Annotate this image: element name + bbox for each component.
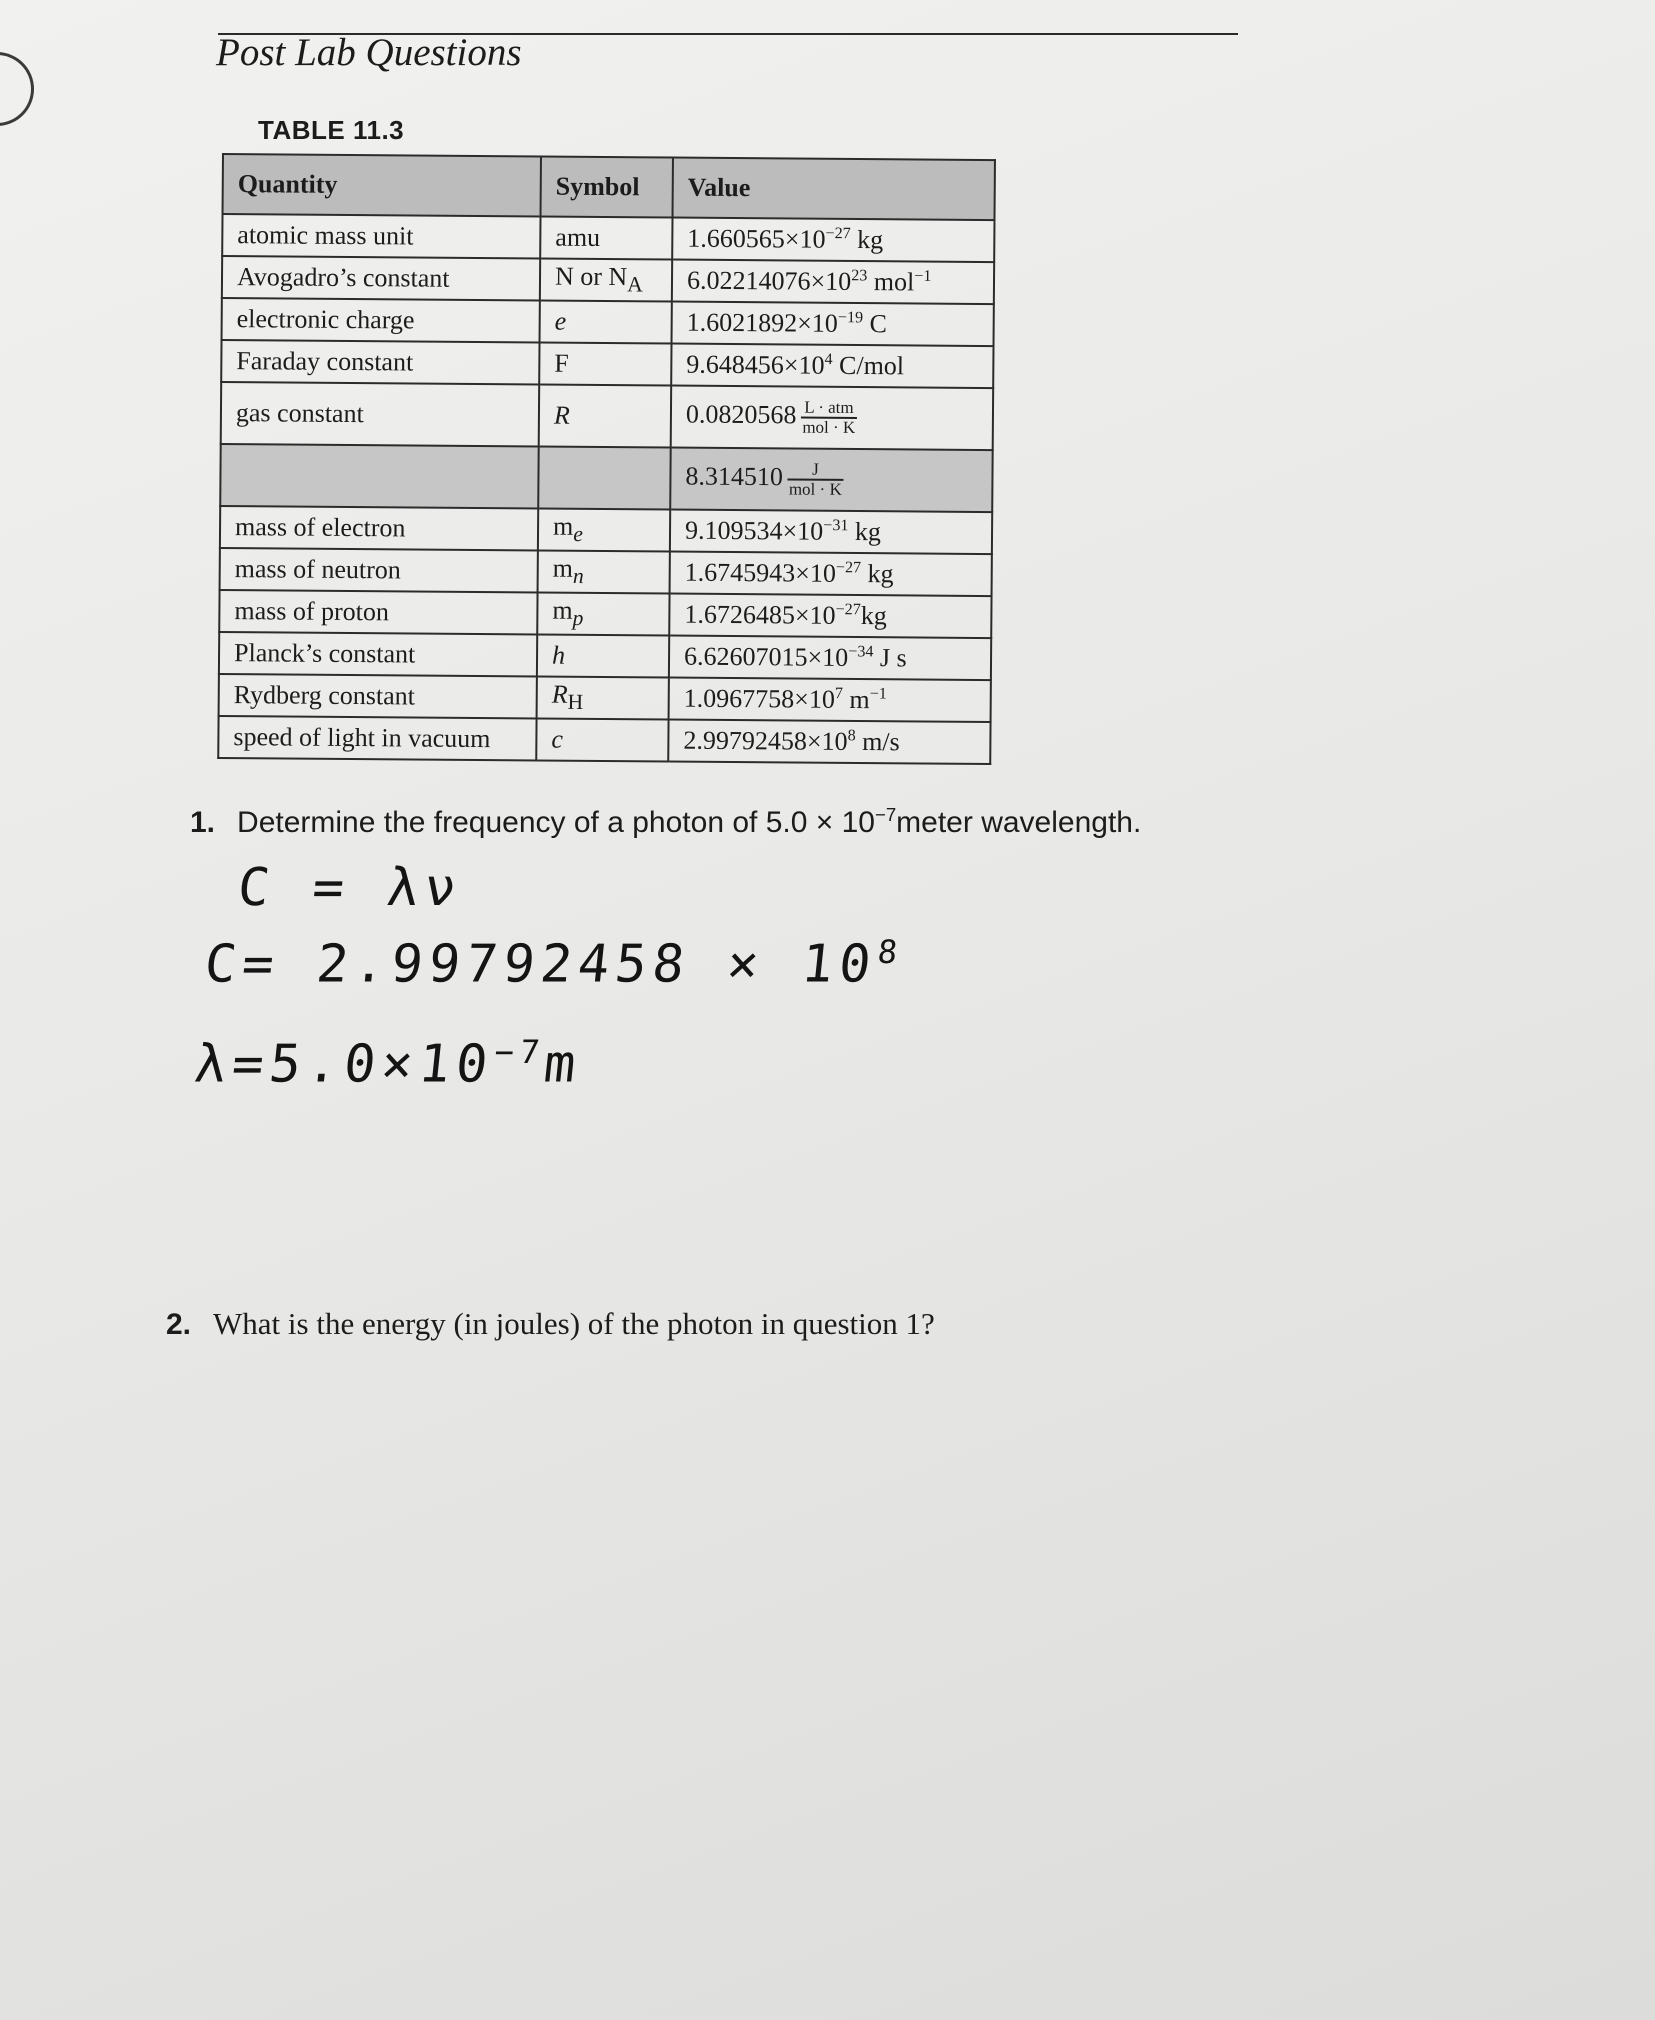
table-row [219,632,991,680]
cell-value [669,636,991,681]
cell-value [669,594,991,639]
question-1 [190,804,1141,840]
symbol-text: N or N [554,262,628,292]
value-exponent: −19 [837,309,864,327]
value-mantissa: 1.6021892×10 [686,307,838,338]
handwriting-line-2 [202,933,905,994]
table-row [222,256,994,304]
symbol-text: c [551,724,564,754]
cell-value [669,678,991,723]
cell-quantity: electronic charge [222,298,540,342]
cell-symbol [538,446,670,509]
symbol-text: R [551,680,568,710]
binder-hole-arc [0,52,34,126]
table-row [220,506,992,554]
symbol-text: m [552,512,574,542]
table-row [218,716,990,764]
cell-quantity: mass of neutron [220,548,538,592]
table-row [222,298,994,346]
cell-quantity: Rydberg constant [219,674,537,718]
cell-value [670,510,992,555]
unit-exponent: −1 [869,685,887,703]
cell-quantity: mass of proton [219,590,537,634]
value-unit: J s [873,643,907,673]
symbol-text: m [552,596,573,626]
value-unit: kg [848,516,882,547]
question-2 [166,1306,935,1342]
value-unit: mol [867,267,915,297]
value-mantissa: 6.02214076×10 [686,265,852,296]
handwriting-text: λ=5.0×10 [191,1034,497,1095]
header-symbol: Symbol [541,157,673,218]
table-row [221,340,993,388]
value-unit: kg [850,224,884,255]
cell-value [672,260,994,305]
symbol-subscript: n [572,564,584,589]
cell-quantity: atomic mass unit [222,214,540,258]
cell-quantity: Avogadro’s constant [222,256,540,300]
value-unit: kg [860,559,894,589]
symbol-subscript: H [567,690,584,715]
cell-value [672,218,994,263]
cell-value [672,302,994,347]
cell-quantity: gas constant [221,382,539,446]
table-row [219,590,991,638]
cell-symbol [538,508,670,551]
cell-symbol [538,550,670,593]
fraction-denominator: mol · K [802,417,856,437]
handwriting-exponent: 8 [875,933,906,971]
table-row [222,214,994,262]
value-exponent: −31 [823,517,849,535]
cell-symbol [540,217,672,260]
symbol-subscript: p [572,606,584,631]
unit-fraction [787,461,844,499]
table-row [220,548,992,596]
header-quantity: Quantity [223,154,541,216]
handwriting-unit: m [541,1034,585,1095]
value-mantissa: 0.0820568 [685,399,797,430]
constants-table [217,153,996,765]
question-number: 2. [166,1308,192,1341]
table-row [219,674,991,722]
handwriting-line-1: C = λν [234,858,465,918]
cell-symbol [537,676,669,719]
value-mantissa: 8.314510 [685,461,784,492]
value-mantissa: 1.0967758×10 [683,683,836,714]
value-exponent: −27 [835,559,862,577]
cell-value [670,448,992,513]
value-exponent: 23 [851,267,868,285]
table-header-row [223,154,995,220]
cell-symbol [537,592,669,635]
handwriting-exponent: −7 [492,1033,548,1071]
table-label: TABLE 11.3 [258,115,405,145]
cell-symbol [540,259,672,302]
question-text: Determine the frequency of a photon of 5.0 × 10 [237,806,875,839]
value-mantissa: 9.109534×10 [684,515,824,546]
cell-value [668,720,990,765]
cell-quantity: Faraday constant [221,340,539,384]
cell-quantity [220,444,538,508]
value-exponent: 8 [847,727,856,745]
handwriting-line-3 [192,1033,585,1094]
unit-exponent: −1 [914,267,932,285]
cell-symbol [536,718,668,761]
symbol-text: amu [555,222,601,252]
value-exponent: −34 [848,643,874,661]
value-unit: m/s [855,726,900,757]
cell-quantity: Planck’s constant [219,632,537,676]
question-number: 1. [190,806,216,839]
value-unit: m [842,684,870,715]
value-exponent: 4 [824,351,833,369]
symbol-text: h [551,640,566,670]
value-exponent: 7 [834,685,844,703]
fraction-denominator: mol · K [788,479,842,499]
cell-value [670,552,992,597]
cell-quantity: speed of light in vacuum [218,716,536,760]
value-mantissa: 2.99792458×10 [683,725,848,756]
value-exponent: −27 [825,225,851,243]
cell-symbol [539,342,671,385]
value-mantissa: 6.62607015×10 [683,641,849,672]
cell-value [671,386,993,451]
value-unit: C/mol [832,350,905,381]
value-mantissa: 1.6726485×10 [684,599,836,630]
page-title: Post Lab Questions [216,31,522,74]
fraction-numerator: L · atm [800,399,857,419]
symbol-subscript: A [627,272,643,297]
cell-symbol [537,634,669,677]
symbol-text: e [554,306,567,336]
value-exponent: −27 [835,601,861,619]
question-text: What is the energy (in joules) of the photon in question 1? [213,1306,935,1341]
fraction-numerator: J [787,461,844,481]
cell-quantity: mass of electron [220,506,538,550]
table-row [220,444,992,512]
value-unit: kg [860,601,887,631]
unit-fraction [800,399,857,437]
question-exponent: −7 [874,804,897,825]
cell-symbol [539,384,671,447]
value-mantissa: 9.648456×10 [686,349,825,380]
symbol-text: F [554,348,569,378]
header-value: Value [673,158,995,221]
handwriting-text: C= 2.99792458 × 10 [201,934,880,995]
cell-symbol [540,301,672,344]
symbol-text: m [552,554,574,584]
table-row [221,382,993,450]
value-unit: C [862,309,888,339]
symbol-subscript: e [573,522,583,547]
question-text-end: meter wavelength. [896,806,1142,839]
value-mantissa: 1.6745943×10 [684,557,837,588]
cell-value [671,344,993,389]
symbol-text: R [553,400,570,430]
value-mantissa: 1.660565×10 [687,223,826,254]
